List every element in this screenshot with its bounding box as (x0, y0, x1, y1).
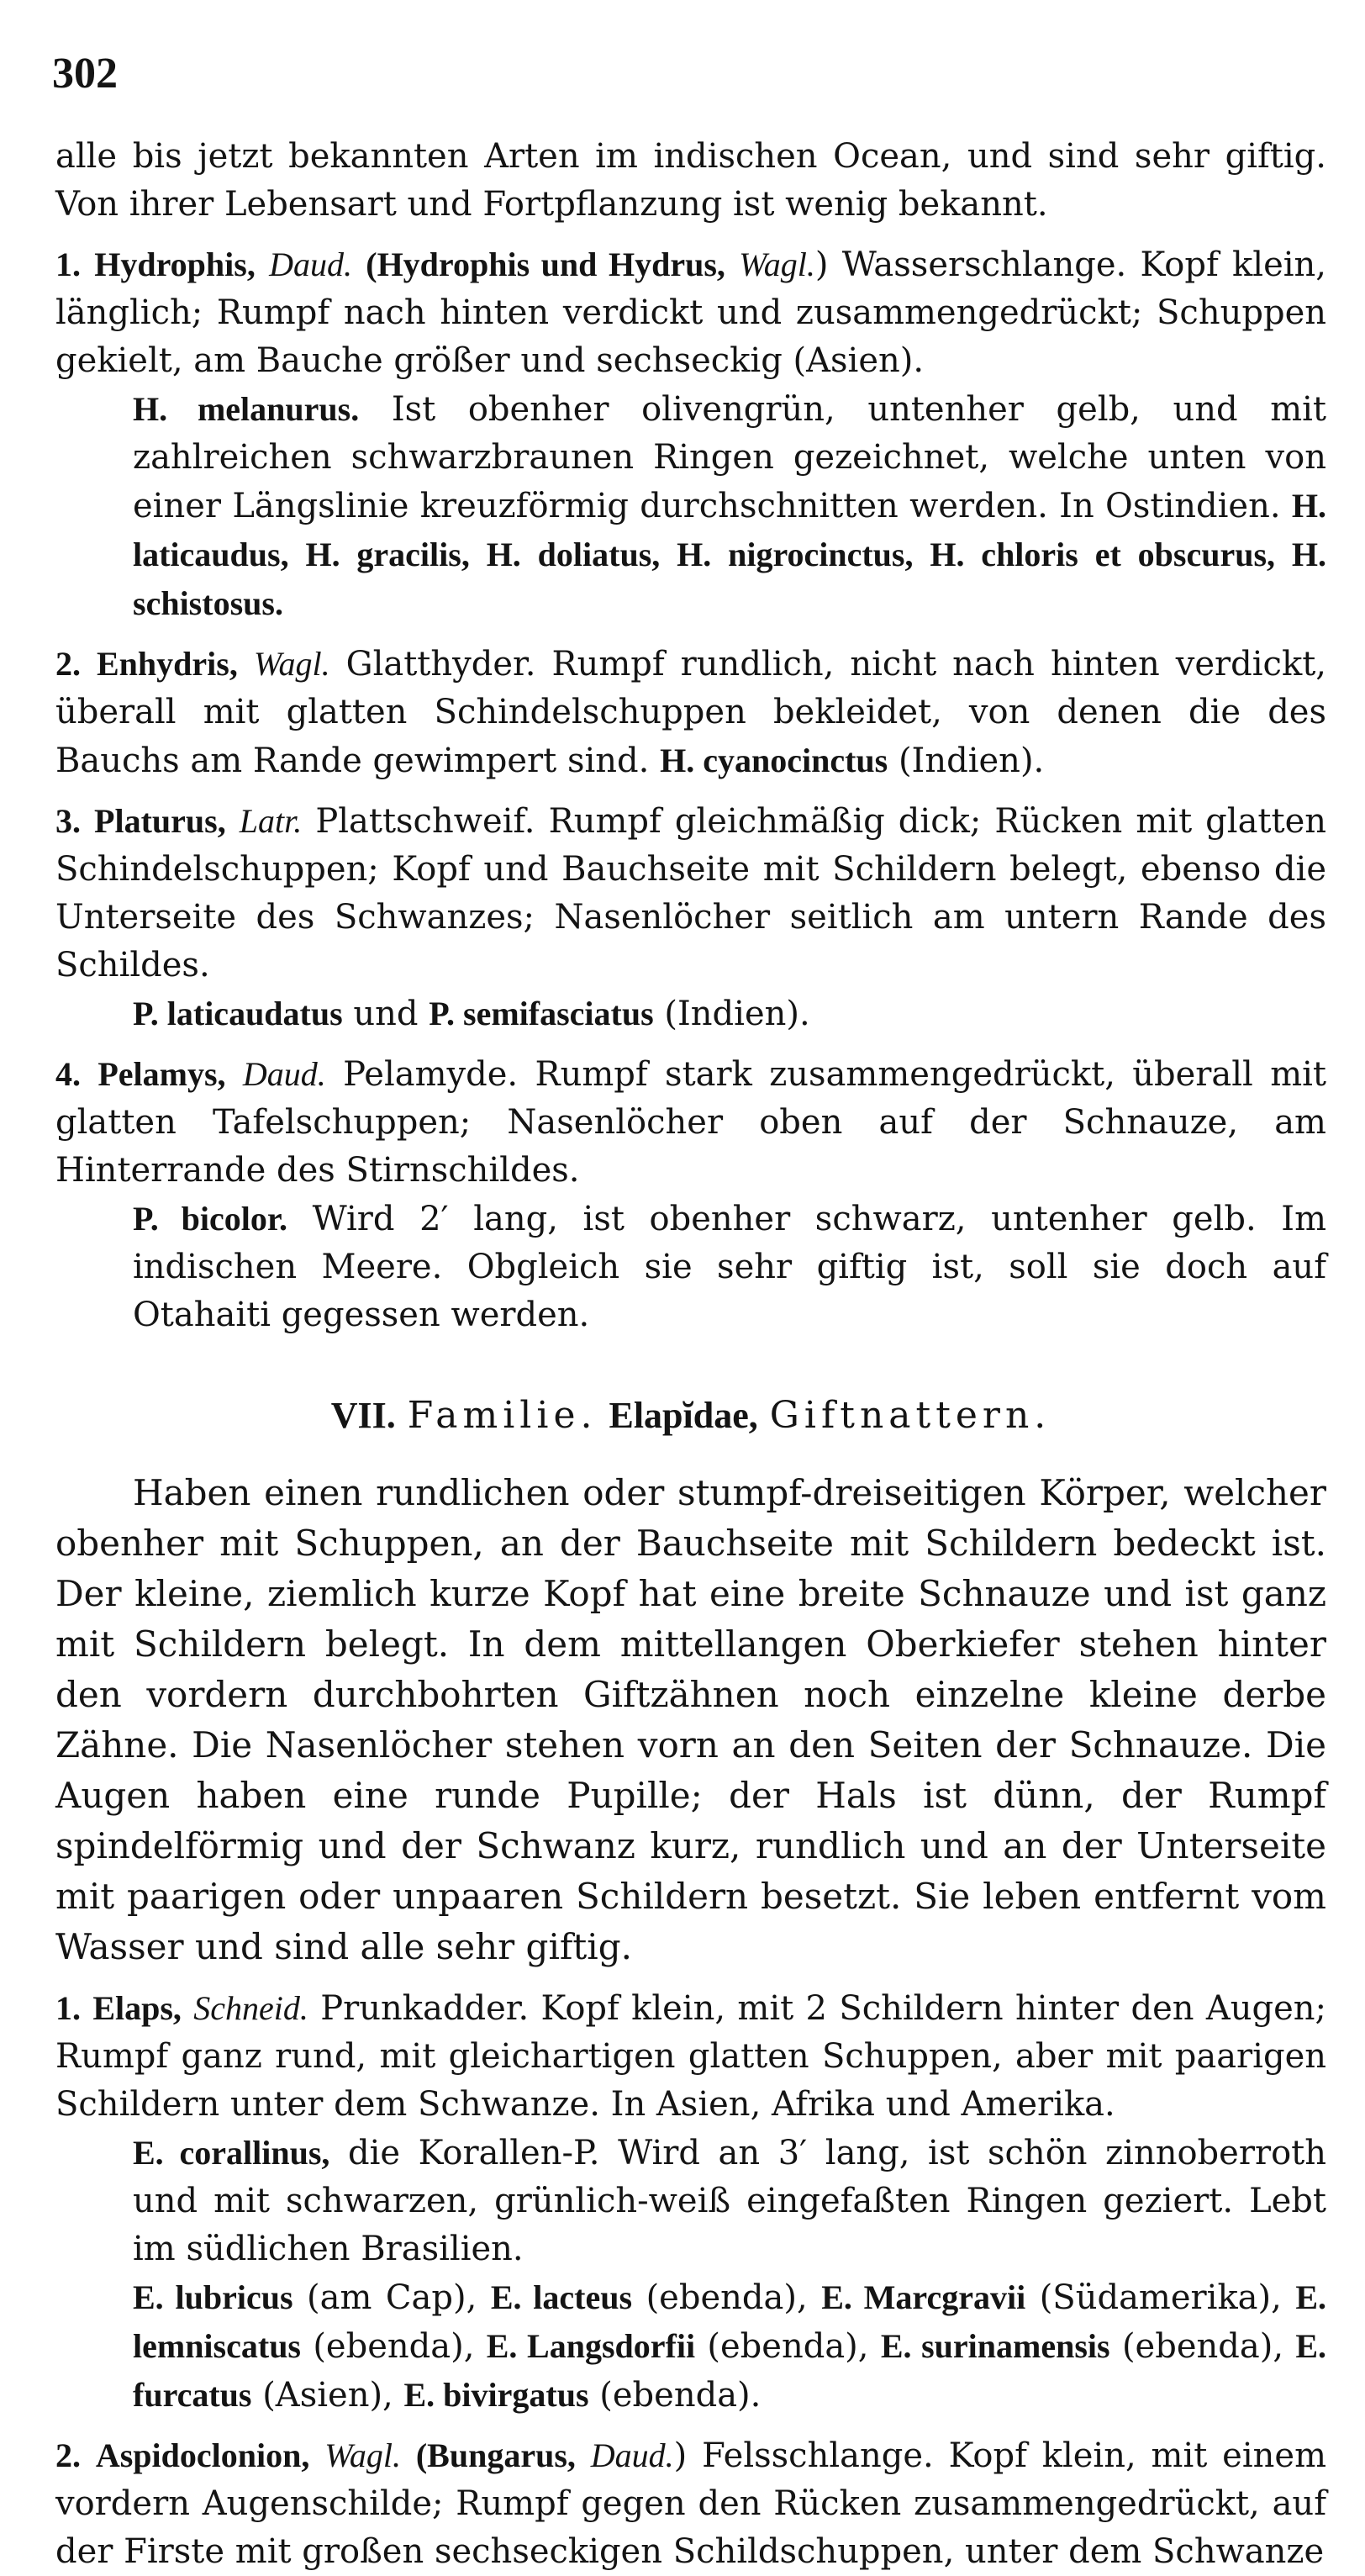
genus-description: Kopf klein, mit 2 Schildern hinter den Augen; Rumpf ganz rund, mit gleichartigen glatten Schuppen, aber mit paarigen Schildern unter dem Schwanze. In Asien, Afrika und Amerika. (55, 1989, 1326, 2124)
common-name: Plattschweif. (315, 802, 535, 841)
page-text (55, 133, 1326, 2576)
common-name: Felsschlange. (702, 2436, 934, 2475)
genus-number: 2. (55, 645, 81, 683)
genus-entry-enhydris (55, 640, 1326, 785)
species-entry (133, 2129, 1326, 2273)
common-name: Glatthyder. (345, 645, 536, 684)
genus-entry-platurus (55, 797, 1326, 990)
species-name: P. bicolor. (133, 1200, 287, 1238)
species-description: Wird 2′ lang, ist obenher schwarz, untenher gelb. Im indischen Meere. Obgleich sie sehr giftig ist, soll sie doch auf Otahaiti gegessen werden. (133, 1200, 1326, 1334)
species-locality: (ebenda), (646, 2278, 808, 2317)
species-locality: (ebenda), (313, 2327, 475, 2366)
species-entry (133, 1195, 1326, 1339)
species-name: E. lemniscatus (133, 2278, 1327, 2365)
genus-author: Wagl. (324, 2436, 401, 2474)
genus-name: Hydrophis, (94, 245, 256, 283)
species-list: H. laticaudus, H. gracilis, H. doliatus, H. nigrocinctus, H. chloris et obscurus, H. schistosus. (133, 487, 1327, 622)
synonym-author: Daud. (590, 2436, 674, 2474)
synonym-close: ) (814, 245, 829, 284)
species-locality: (Indien). (898, 742, 1045, 780)
genus-number: 1. (55, 245, 81, 283)
species-locality: (ebenda), (1121, 2327, 1284, 2366)
species-list (133, 2273, 1326, 2420)
intro-line: Von ihrer Lebensart und Fortpflanzung ist wenig bekannt. (55, 185, 1048, 224)
genus-author: Latr. (239, 802, 303, 840)
genus-description: Rumpf stark zusammengedrückt, überall mit glatten Tafelschuppen; Nasenlöcher oben auf der Schnauze, am Hinterrande des Stirnschildes. (55, 1055, 1326, 1190)
species-name: E. surinamensis (880, 2327, 1110, 2365)
species-locality: (Indien). (664, 995, 810, 1033)
species-name: E. lubricus (133, 2278, 293, 2316)
species-locality: (Südamerika), (1039, 2278, 1282, 2317)
species-locality: (am Cap), (307, 2278, 477, 2317)
species-name: E. bivirgatus (403, 2376, 589, 2414)
genus-description: Kopf klein, länglich; Rumpf nach hinten verdickt und zusammengedrückt; Schuppen gekielt, am Bauche größer und sechseckig (Asien). (55, 245, 1327, 380)
page-number: 302 (52, 50, 118, 98)
species-name: E. corallinus, (133, 2134, 330, 2172)
species-name: E. lacteus (490, 2278, 633, 2316)
species-name: H. cyanocinctus (660, 742, 888, 779)
genus-author: Daud. (242, 1055, 326, 1093)
species-name: E. Marcgravii (821, 2278, 1026, 2316)
common-name: Wasserschlange. (841, 245, 1127, 284)
species-description: die Korallen-P. Wird an 3′ lang, ist schön zinnoberroth und mit schwarzen, grünlich-weiß eingefaßten Ringen geziert. Lebt im südlichen Brasilien. (133, 2134, 1326, 2268)
genus-name: Pelamys, (98, 1055, 226, 1093)
genus-author: Daud. (269, 245, 352, 283)
family-description: Haben einen rundlichen oder stumpf-dreiseitigen Körper, welcher obenher mit Schuppen, an der Bauchseite mit Schildern bedeckt ist. Der kleine, ziemlich kurze Kopf hat eine breite Schnauze und ist ganz mit Schildern belegt. In dem mittellangen Oberkiefer stehen hinter den vordern durchbohrten Giftzähnen noch einzelne kleine derbe Zähne. Die Nasenlöcher stehen vorn an den Seiten der Schnauze. Die Augen haben eine runde Pupille; der Hals ist dünn, der Rumpf spindelförmig und der Schwanz kurz, rundlich und an der Unterseite mit paarigen oder unpaaren Schildern besetzt. Sie leben entfernt vom Wasser und sind alle sehr giftig. (55, 1472, 1326, 1967)
species-name: P. laticaudatus (133, 995, 343, 1032)
species-name: P. semifasciatus (429, 995, 654, 1032)
synonym: (Hydrophis und Hydrus, (366, 245, 725, 283)
genus-description: Rumpf rundlich, nicht nach hinten verdickt, überall mit glatten Schindelschuppen bekleidet, von denen die des Bauchs am Rande gewimpert sind. (55, 645, 1326, 780)
conjunction: und (353, 995, 419, 1033)
species-locality: (ebenda). (599, 2376, 762, 2415)
species-entry (133, 990, 1326, 1038)
intro-paragraph (55, 133, 1326, 229)
genus-number: 1. (55, 1989, 81, 2027)
genus-entry-hydrophis (55, 240, 1326, 385)
genus-entry-elaps (55, 1984, 1326, 2129)
synonym-author: Wagl. (739, 245, 815, 283)
family-heading (55, 1391, 1326, 1439)
genus-description: Rumpf gleichmäßig dick; Rücken mit glatten Schindelschuppen; Kopf und Bauchseite mit Schildern belegt, ebenso die Unterseite des Schwanzes; Nasenlöcher seitlich am untern Rande des Schildes. (55, 802, 1327, 984)
species-name: H. melanurus. (133, 390, 360, 428)
genus-name: Aspidoclonion, (95, 2436, 310, 2474)
genus-entry-aspidoclonion (55, 2431, 1326, 2576)
intro-line: alle bis jetzt bekannten Arten im indischen Ocean, und sind sehr giftig. (55, 137, 1326, 176)
genus-number: 4. (55, 1055, 81, 1093)
species-entry (133, 385, 1326, 628)
species-locality: (ebenda), (707, 2327, 869, 2366)
genus-name: Elaps, (92, 1989, 182, 2027)
genus-number: 3. (55, 802, 81, 840)
genus-author: Schneid. (193, 1989, 308, 2027)
family-word: Familie. (407, 1394, 598, 1437)
genus-name: Platurus, (94, 802, 226, 840)
genus-entry-pelamys (55, 1050, 1326, 1195)
genus-description: Kopf klein, mit einem vordern Augenschilde; Rumpf gegen den Rücken zusammengedrückt, auf der Firste mit großen sechseckigen Schildschuppen, unter dem Schwanze (55, 2436, 1326, 2571)
common-name: Prunkadder. (320, 1989, 530, 2028)
genus-number: 2. (55, 2436, 81, 2474)
common-name: Pelamyde. (343, 1055, 519, 1094)
family-latin-name: Elapĭdae, (609, 1395, 758, 1436)
genus-author: Wagl. (253, 645, 330, 683)
species-description: Ist obenher olivengrün, untenher gelb, und mit zahlreichen schwarzbraunen Ringen gezeichnet, welche unten von einer Längslinie kreuzförmig durchschnitten werden. In Ostindien. (133, 390, 1326, 525)
species-locality: (Asien), (262, 2376, 393, 2415)
genus-name: Enhydris, (97, 645, 238, 683)
synonym-close: ) (673, 2436, 688, 2475)
species-name: E. Langsdorfii (486, 2327, 696, 2365)
family-common-name: Giftnattern. (769, 1394, 1051, 1437)
family-number: VII. (330, 1395, 396, 1436)
species-name: E. furcatus (133, 2327, 1327, 2414)
synonym: (Bungarus, (415, 2436, 576, 2474)
